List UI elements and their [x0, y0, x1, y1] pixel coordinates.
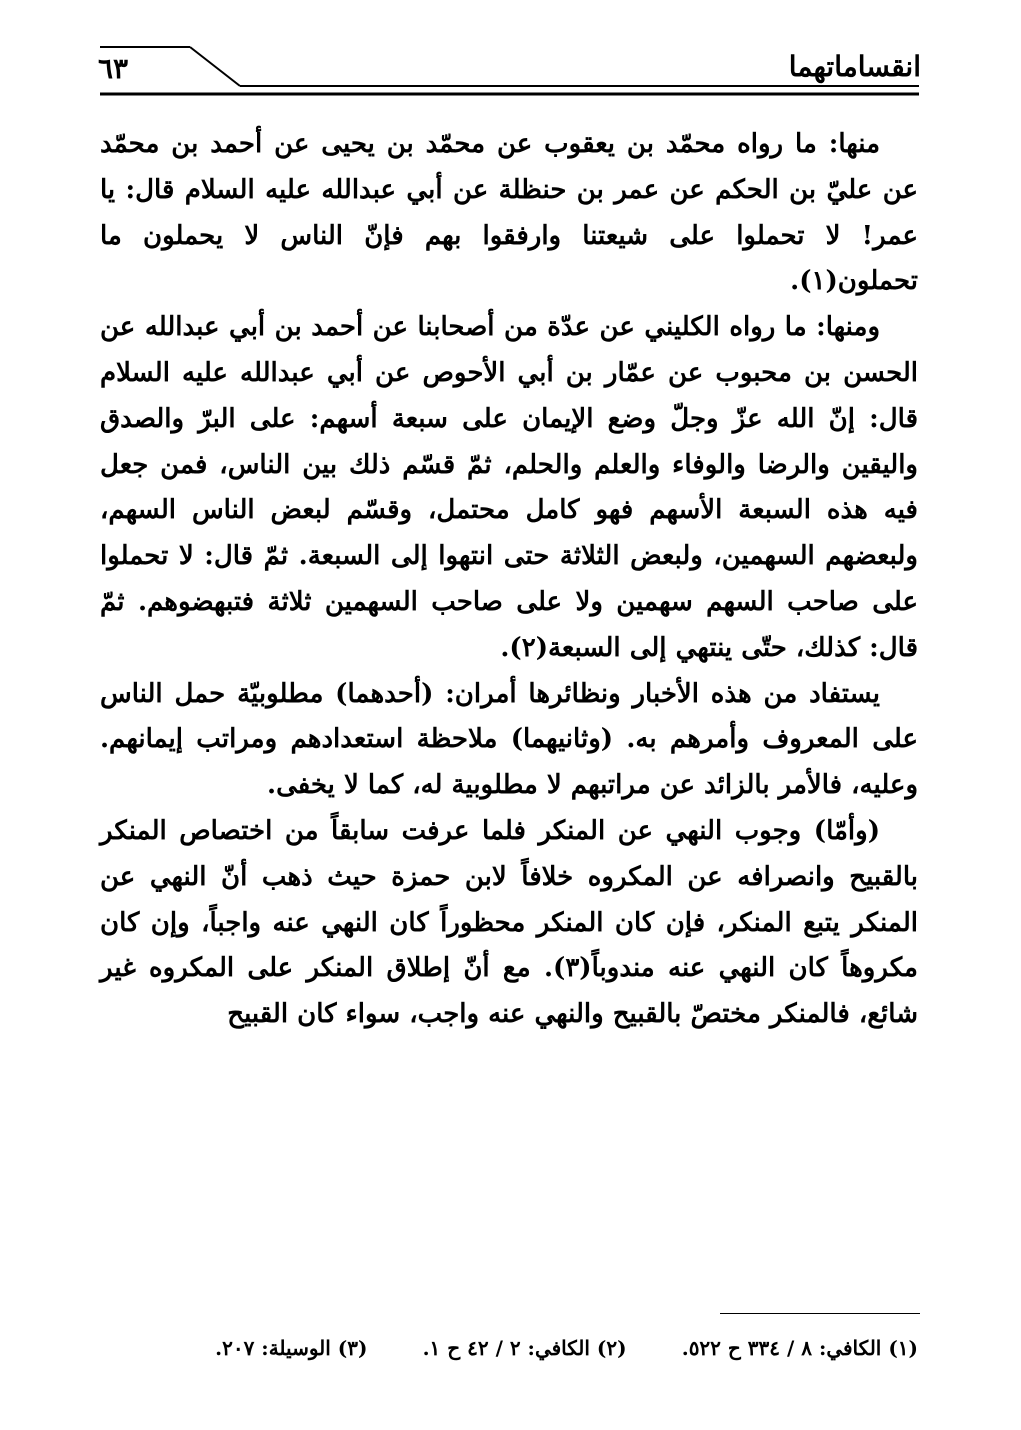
page-number: ٦٣	[98, 52, 129, 85]
footnote: (٢) الكافي: ٢ / ٤٢ ح ١.	[422, 1336, 627, 1360]
footnote: (١) الكافي: ٨ / ٣٣٤ ح ٥٢٢.	[681, 1336, 918, 1360]
footnotes	[100, 1336, 918, 1360]
footnote-separator	[720, 1313, 920, 1314]
paragraph: (وأمّا) وجوب النهي عن المنكر فلما عرفت سابقاً من اختصاص المنكر بالقبيح وانصرافه عن المكروه خلافاً لابن حمزة حيث ذهب أنّ النهي عن المنكر يتبع المنكر، فإن كان المنكر محظوراً كان النهي عنه واجباً، وإن كان مكروهاً كان النهي عنه مندوباً(٣). مع أنّ إطلاق المنكر على المكروه غير شائع، فالمنكر مختصّ بالقبيح والنهي عنه واجب، سواء كان القبيح	[100, 815, 918, 1030]
footnote-spacer	[100, 1336, 160, 1360]
footnote: (٣) الوسيلة: ٢٠٧.	[215, 1336, 368, 1360]
paragraph: منها: ما رواه محمّد بن يعقوب عن محمّد بن يحيى عن أحمد بن محمّد عن عليّ بن الحكم عن عمر بن حنظلة عن أبي عبدالله عليه السلام قال: يا عمر! لا تحملوا على شيعتنا وارفقوا بهم فإنّ الناس لا يحملون ما تحملون(١).	[100, 129, 918, 297]
paragraph: ومنها: ما رواه الكليني عن عدّة من أصحابنا عن أحمد بن أبي عبدالله عن الحسن بن محبوب عن عمّار بن أبي الأحوص عن أبي عبدالله عليه السلام قال: إنّ الله عزّ وجلّ وضع الإيمان على سبعة أسهم: على البرّ والصدق واليقين والرضا والوفاء والعلم والحلم، ثمّ قسّم ذلك بين الناس، فمن جعل فيه هذه السبعة الأسهم فهو كامل محتمل، وقسّم لبعض الناس السهم، ولبعضهم السهمين، ولبعض الثلاثة حتى انتهوا إلى السبعة. ثمّ قال: لا تحملوا على صاحب السهم سهمين ولا على صاحب السهمين ثلاثة فتبهضوهم. ثمّ قال: كذلك، حتّى ينتهي إلى السبعة(٢).	[100, 312, 918, 663]
paragraph: يستفاد من هذه الأخبار ونظائرها أمران: (أحدهما) مطلوبيّة حمل الناس على المعروف وأمرهم به. (وثانيهما) ملاحظة استعدادهم ومراتب إيمانهم. وعليه، فالأمر بالزائد عن مراتبهم لا مطلوبية له، كما لا يخفى.	[100, 678, 918, 801]
running-title: انقساماتهما	[788, 50, 921, 83]
main-text	[100, 122, 918, 1038]
page-header	[0, 0, 1021, 110]
